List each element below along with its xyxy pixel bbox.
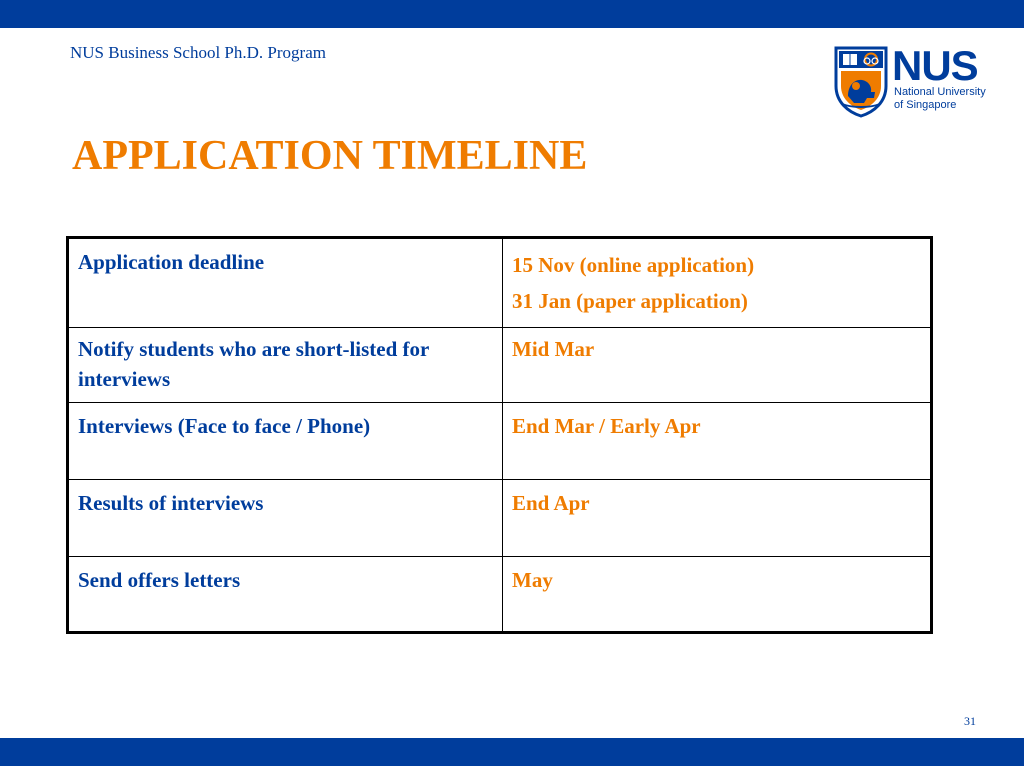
- page-title: APPLICATION TIMELINE: [72, 133, 588, 179]
- table-row: [68, 557, 932, 633]
- table-row: [68, 403, 932, 480]
- row-value: Mid Mar: [503, 328, 932, 403]
- table-row: [68, 480, 932, 557]
- row-value: [503, 238, 932, 328]
- table-row: [68, 238, 932, 328]
- row-label: Notify students who are short-listed for interviews: [68, 328, 503, 403]
- timeline-table: [66, 236, 933, 634]
- nus-subtitle-line1: National University: [894, 86, 986, 98]
- program-header: NUS Business School Ph.D. Program: [70, 43, 326, 62]
- row-label: Results of interviews: [68, 480, 503, 557]
- row-value: End Mar / Early Apr: [503, 403, 932, 480]
- nus-logo: [834, 42, 994, 122]
- row-value: May: [503, 557, 932, 633]
- row-value: End Apr: [503, 480, 932, 557]
- bottom-bar: [0, 738, 1024, 766]
- table-row: [68, 328, 932, 403]
- row-label: Interviews (Face to face / Phone): [68, 403, 503, 480]
- nus-subtitle-line2: of Singapore: [894, 99, 957, 111]
- nus-wordmark: NUS: [892, 42, 978, 89]
- top-bar: [0, 0, 1024, 28]
- row-value-line: 31 Jan (paper application): [512, 289, 748, 313]
- row-label: Application deadline: [68, 238, 503, 328]
- page-number: 31: [964, 714, 976, 728]
- nus-crest-icon: [834, 46, 888, 118]
- row-value-line: 15 Nov (online application): [512, 253, 755, 277]
- row-label: Send offers letters: [68, 557, 503, 633]
- nus-subtitle: [894, 86, 986, 112]
